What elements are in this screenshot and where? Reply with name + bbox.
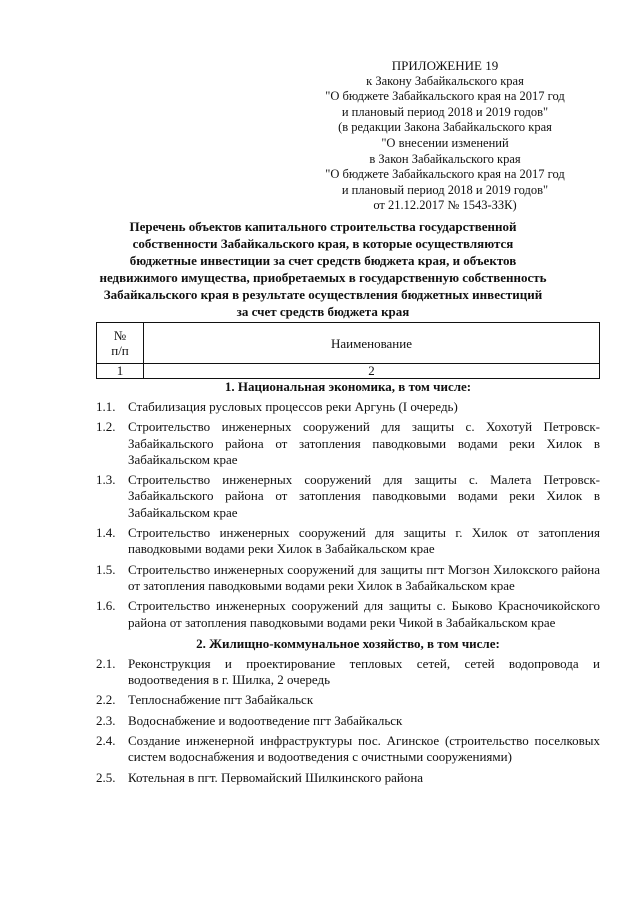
- item-text: Водоснабжение и водоотведение пгт Забайкальск: [128, 712, 403, 728]
- appendix-line: к Закону Забайкальского края: [366, 73, 524, 88]
- title-line: собственности Забайкальского края, в которые осуществляются: [132, 236, 514, 251]
- item-number: 1.6.: [96, 598, 116, 614]
- document-title: [88, 218, 558, 320]
- appendix-line: и плановый период 2018 и 2019 годов": [341, 182, 549, 197]
- appendix-line: "О внесении изменений: [381, 135, 509, 150]
- item-text: Строительство инженерных сооружений для защиты с. Малета Петровск-Забайкальского района от затопления паводковыми водами реки Хилок в Забайкальском крае: [128, 472, 600, 520]
- col-num-header-line1: №: [113, 328, 127, 343]
- item-text: Строительство инженерных сооружений для защиты с. Быково Красночикойского района от затопления паводковыми водами реки Чикой в Забайкальском крае: [128, 598, 600, 630]
- col-num-header-line2: п/п: [111, 343, 129, 358]
- list-item: [96, 562, 600, 595]
- title-line: недвижимого имущества, приобретаемых в государственную собственность: [99, 270, 547, 285]
- col-name-index: 2: [144, 364, 600, 379]
- item-number: 2.4.: [96, 733, 116, 749]
- item-number: 1.5.: [96, 561, 116, 577]
- table-header-row: [97, 323, 600, 364]
- item-text: Создание инженерной инфраструктуры пос. Агинское (строительство поселковых систем водоснабжения и водоотведения с очистными сооружениями): [128, 733, 600, 765]
- item-number: 2.1.: [96, 655, 116, 671]
- item-number: 1.4.: [96, 525, 116, 541]
- list-item: [96, 399, 600, 415]
- items-list: [96, 378, 600, 790]
- table-index-row: [97, 364, 600, 379]
- list-item: [96, 770, 600, 786]
- item-number: 2.2.: [96, 692, 116, 708]
- item-text: Теплоснабжение пгт Забайкальск: [128, 692, 314, 708]
- title-line: Забайкальского края в результате осуществления бюджетных инвестиций: [103, 287, 543, 302]
- item-text: Строительство инженерных сооружений для защиты пгт Могзон Хилокского района от затопления паводковыми водами реки Хилок в Забайкальском крае: [128, 561, 600, 593]
- list-item: [96, 656, 600, 689]
- item-text: Стабилизация русловых процессов реки Аргунь (I очередь): [128, 399, 458, 414]
- section-heading: 2. Жилищно-коммунальное хозяйство, в том числе:: [196, 635, 500, 651]
- item-number: 1.3.: [96, 472, 116, 488]
- appendix-line: от 21.12.2017 № 1543-ЗЗК): [373, 198, 517, 213]
- item-number: 2.3.: [96, 712, 116, 728]
- section-heading: 1. Национальная экономика, в том числе:: [224, 379, 472, 394]
- list-item: [96, 525, 600, 558]
- item-number: 1.1.: [96, 399, 116, 414]
- appendix-line: "О бюджете Забайкальского края на 2017 год: [325, 167, 565, 182]
- title-line: за счет средств бюджета края: [236, 304, 410, 319]
- col-name-header: Наименование: [144, 323, 600, 364]
- list-item: [96, 598, 600, 631]
- appendix-header: [300, 58, 590, 214]
- list-item: [96, 713, 600, 729]
- list-item: [96, 419, 600, 468]
- item-number: 1.2.: [96, 419, 116, 435]
- item-text: Реконструкция и проектирование тепловых сетей, сетей водопровода и водоотведения в г. Шилка, 2 очередь: [128, 655, 600, 688]
- item-text: Котельная в пгт. Первомайский Шилкинского района: [128, 769, 424, 785]
- item-number: 2.5.: [96, 769, 116, 785]
- appendix-line: (в редакции Закона Забайкальского края: [338, 120, 552, 135]
- list-item: [96, 692, 600, 708]
- col-num-header: [97, 323, 144, 364]
- list-item: [96, 472, 600, 521]
- item-text: Строительство инженерных сооружений для защиты г. Хилок от затопления паводковыми водами реки Хилок в Забайкальском крае: [128, 525, 600, 557]
- appendix-line: в Закон Забайкальского края: [369, 151, 521, 166]
- item-text: Строительство инженерных сооружений для защиты с. Хохотуй Петровск-Забайкальского района от затопления паводковыми водами реки Хилок в Забайкальском крае: [128, 419, 600, 467]
- list-item: [96, 733, 600, 766]
- list-table-header: [96, 322, 600, 379]
- appendix-line: "О бюджете Забайкальского края на 2017 год: [325, 89, 565, 104]
- appendix-number: ПРИЛОЖЕНИЕ 19: [391, 58, 499, 73]
- appendix-line: и плановый период 2018 и 2019 годов": [341, 104, 549, 119]
- title-line: Перечень объектов капитального строительства государственной: [129, 219, 517, 234]
- title-line: бюджетные инвестиции за счет средств бюджета края, и объектов: [129, 253, 517, 268]
- col-num-index: 1: [97, 364, 144, 379]
